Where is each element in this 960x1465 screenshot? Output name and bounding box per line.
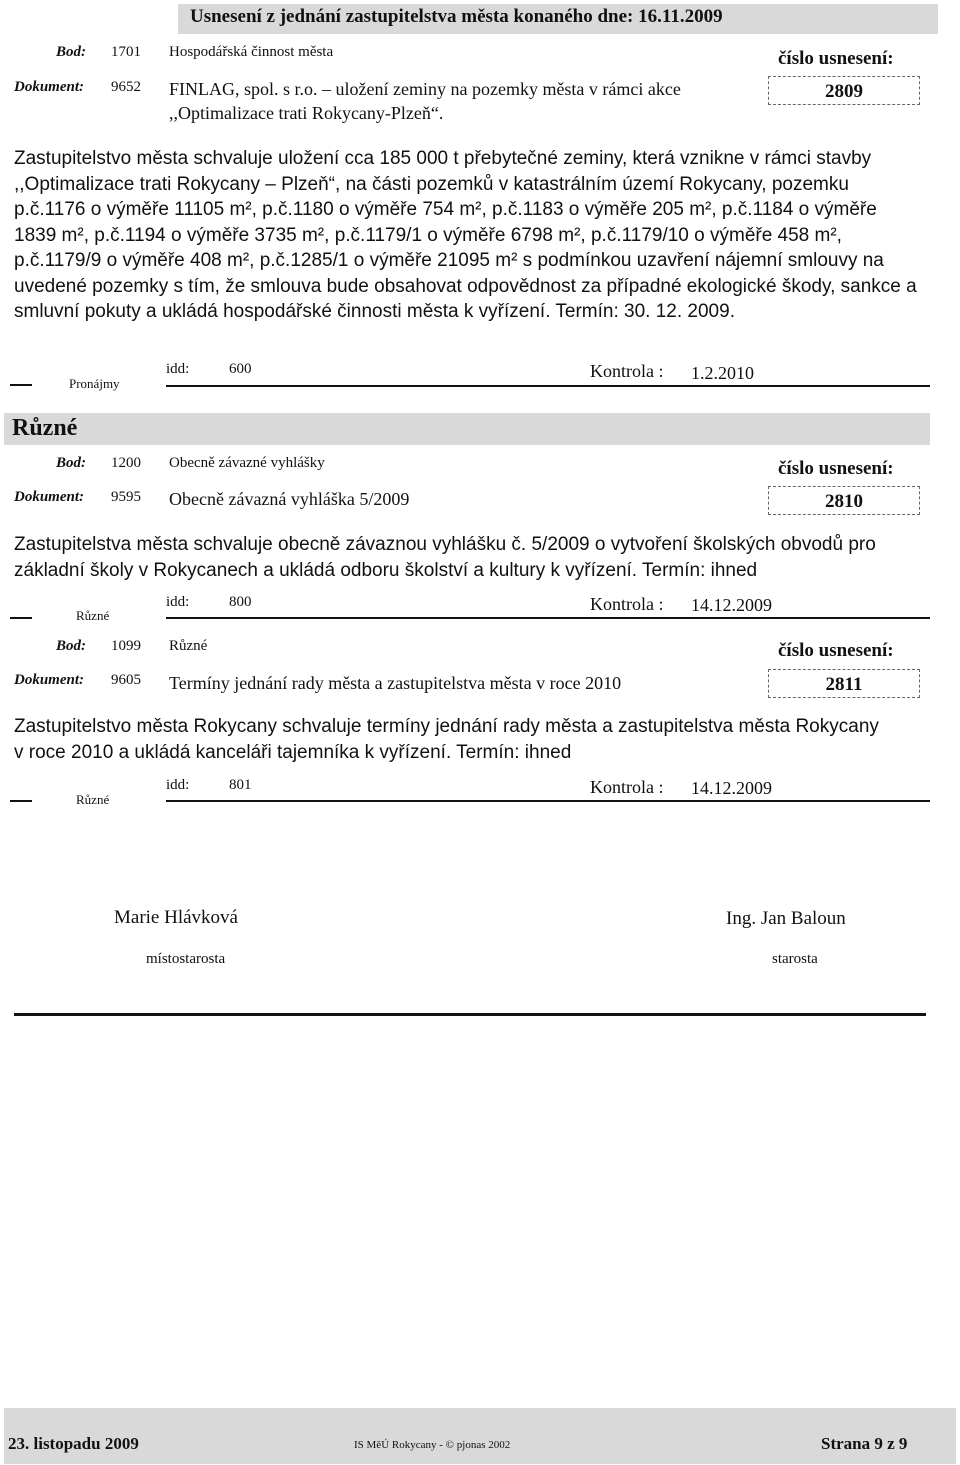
bod-text: Hospodářská činnost města: [169, 44, 334, 60]
bod-number: 1099: [111, 638, 141, 654]
item-separator-dash: [10, 800, 32, 802]
dokument-number: 9605: [111, 672, 141, 688]
dokument-label: Dokument:: [14, 489, 85, 505]
idd-value: 600: [229, 361, 252, 377]
item-separator-dash: [10, 617, 32, 619]
resolution-number: 2811: [768, 669, 920, 698]
bod-label: Bod:: [56, 455, 86, 471]
idd-value: 801: [229, 777, 252, 793]
dokument-label: Dokument:: [14, 79, 85, 95]
resolution-text: Zastupitelstvo města schvaluje uložení cca 185 000 t přebytečné zeminy, která vznikne v rámci stavby ,,Optimalizace trati Rokycany – Plzeň“, na části pozemků v katastrálním území Rokycany, pozemku p.č.1176 o výměře 11105 m², p.č.1180 o výměře 754 m², p.č.1183 o výměře 205 m², p.č.1184 o výměře 1839 m², p.č.1194 o výměře 3735 m², p.č.1179/1 o výměře 6798 m², p.č.1179/10 o výměře 458 m², p.č.1179/9 o výměře 408 m², p.č.1285/1 o výměře 21095 m² s podmínkou uzavření nájemní smlouvy na uvedené pozemky s tím, že smlouva bude obsahovat odpovědnost za případné ekologické škody, sankce a smluvní pokuty a ukládá hospodářské činnosti města k vyřízení. Termín: 30. 12. 2009.: [14, 148, 917, 322]
footer-copyright: IS MěÚ Rokycany - © pjonas 2002: [354, 1439, 511, 1451]
kontrola-date: 14.12.2009: [691, 595, 772, 615]
page-title: Usnesení z jednání zastupitelstva města konaného dne: 16.11.2009: [190, 6, 723, 27]
signature-left-role: místostarosta: [146, 951, 226, 967]
footer-date: 23. listopadu 2009: [8, 1434, 139, 1453]
resolution-number: 2809: [768, 76, 920, 105]
resolution-number-label: číslo usnesení:: [778, 458, 894, 479]
dokument-text: Obecně závazná vyhláška 5/2009: [169, 489, 410, 509]
footer-page-number: Strana 9 z 9: [821, 1434, 908, 1453]
idd-label: idd:: [166, 594, 190, 610]
kontrola-label: Kontrola :: [590, 594, 664, 614]
kontrola-date: 1.2.2010: [691, 363, 754, 383]
bod-number: 1200: [111, 455, 141, 471]
resolution-text: Zastupitelstva města schvaluje obecně závaznou vyhlášku č. 5/2009 o vytvoření školských obvodů pro základní školy v Rokycanech a ukládá odboru školství a kultury k vyřízení. Termín: ihned: [14, 534, 876, 581]
footer-bar: [4, 1408, 956, 1464]
dokument-text: Termíny jednání rady města a zastupitelstva města v roce 2010: [169, 673, 622, 693]
resolution-number: 2810: [768, 486, 920, 515]
item-separator-dash: [10, 384, 32, 386]
kontrola-label: Kontrola :: [590, 361, 664, 381]
bod-number: 1701: [111, 44, 141, 60]
signature-right-role: starosta: [772, 951, 818, 967]
resolution-number-label: číslo usnesení:: [778, 48, 894, 69]
kontrola-label: Kontrola :: [590, 777, 664, 797]
dokument-number: 9595: [111, 489, 141, 505]
resolution-number-label: číslo usnesení:: [778, 640, 894, 661]
section-bar: [4, 413, 930, 445]
category-label: Pronájmy: [69, 376, 120, 391]
resolution-text: Zastupitelstvo města Rokycany schvaluje termíny jednání rady města a zastupitelstva města Rokycany v roce 2010 a ukládá kanceláři tajemníka k vyřízení. Termín: ihned: [14, 716, 879, 763]
kontrola-date: 14.12.2009: [691, 778, 772, 798]
category-label: Různé: [76, 792, 110, 807]
category-label: Různé: [76, 608, 110, 623]
bod-text: Obecně závazné vyhlášky: [169, 455, 325, 471]
section-title: Různé: [12, 415, 78, 441]
item-divider-line: [166, 385, 930, 387]
dokument-number: 9652: [111, 79, 141, 95]
dokument-label: Dokument:: [14, 672, 85, 688]
idd-value: 800: [229, 594, 252, 610]
item-divider-line: [166, 800, 930, 802]
dokument-text-continued: ,,Optimalizace trati Rokycany-Plzeň“.: [169, 103, 444, 123]
bod-label: Bod:: [56, 638, 86, 654]
item-divider-line: [166, 617, 930, 619]
signature-left-name: Marie Hlávková: [114, 907, 238, 928]
bod-text: Různé: [169, 638, 208, 654]
idd-label: idd:: [166, 777, 190, 793]
dokument-text: FINLAG, spol. s r.o. – uložení zeminy na pozemky města v rámci akce: [169, 79, 681, 99]
signature-divider-line: [14, 1013, 926, 1016]
signature-right-name: Ing. Jan Baloun: [726, 908, 846, 929]
bod-label: Bod:: [56, 44, 86, 60]
idd-label: idd:: [166, 361, 190, 377]
